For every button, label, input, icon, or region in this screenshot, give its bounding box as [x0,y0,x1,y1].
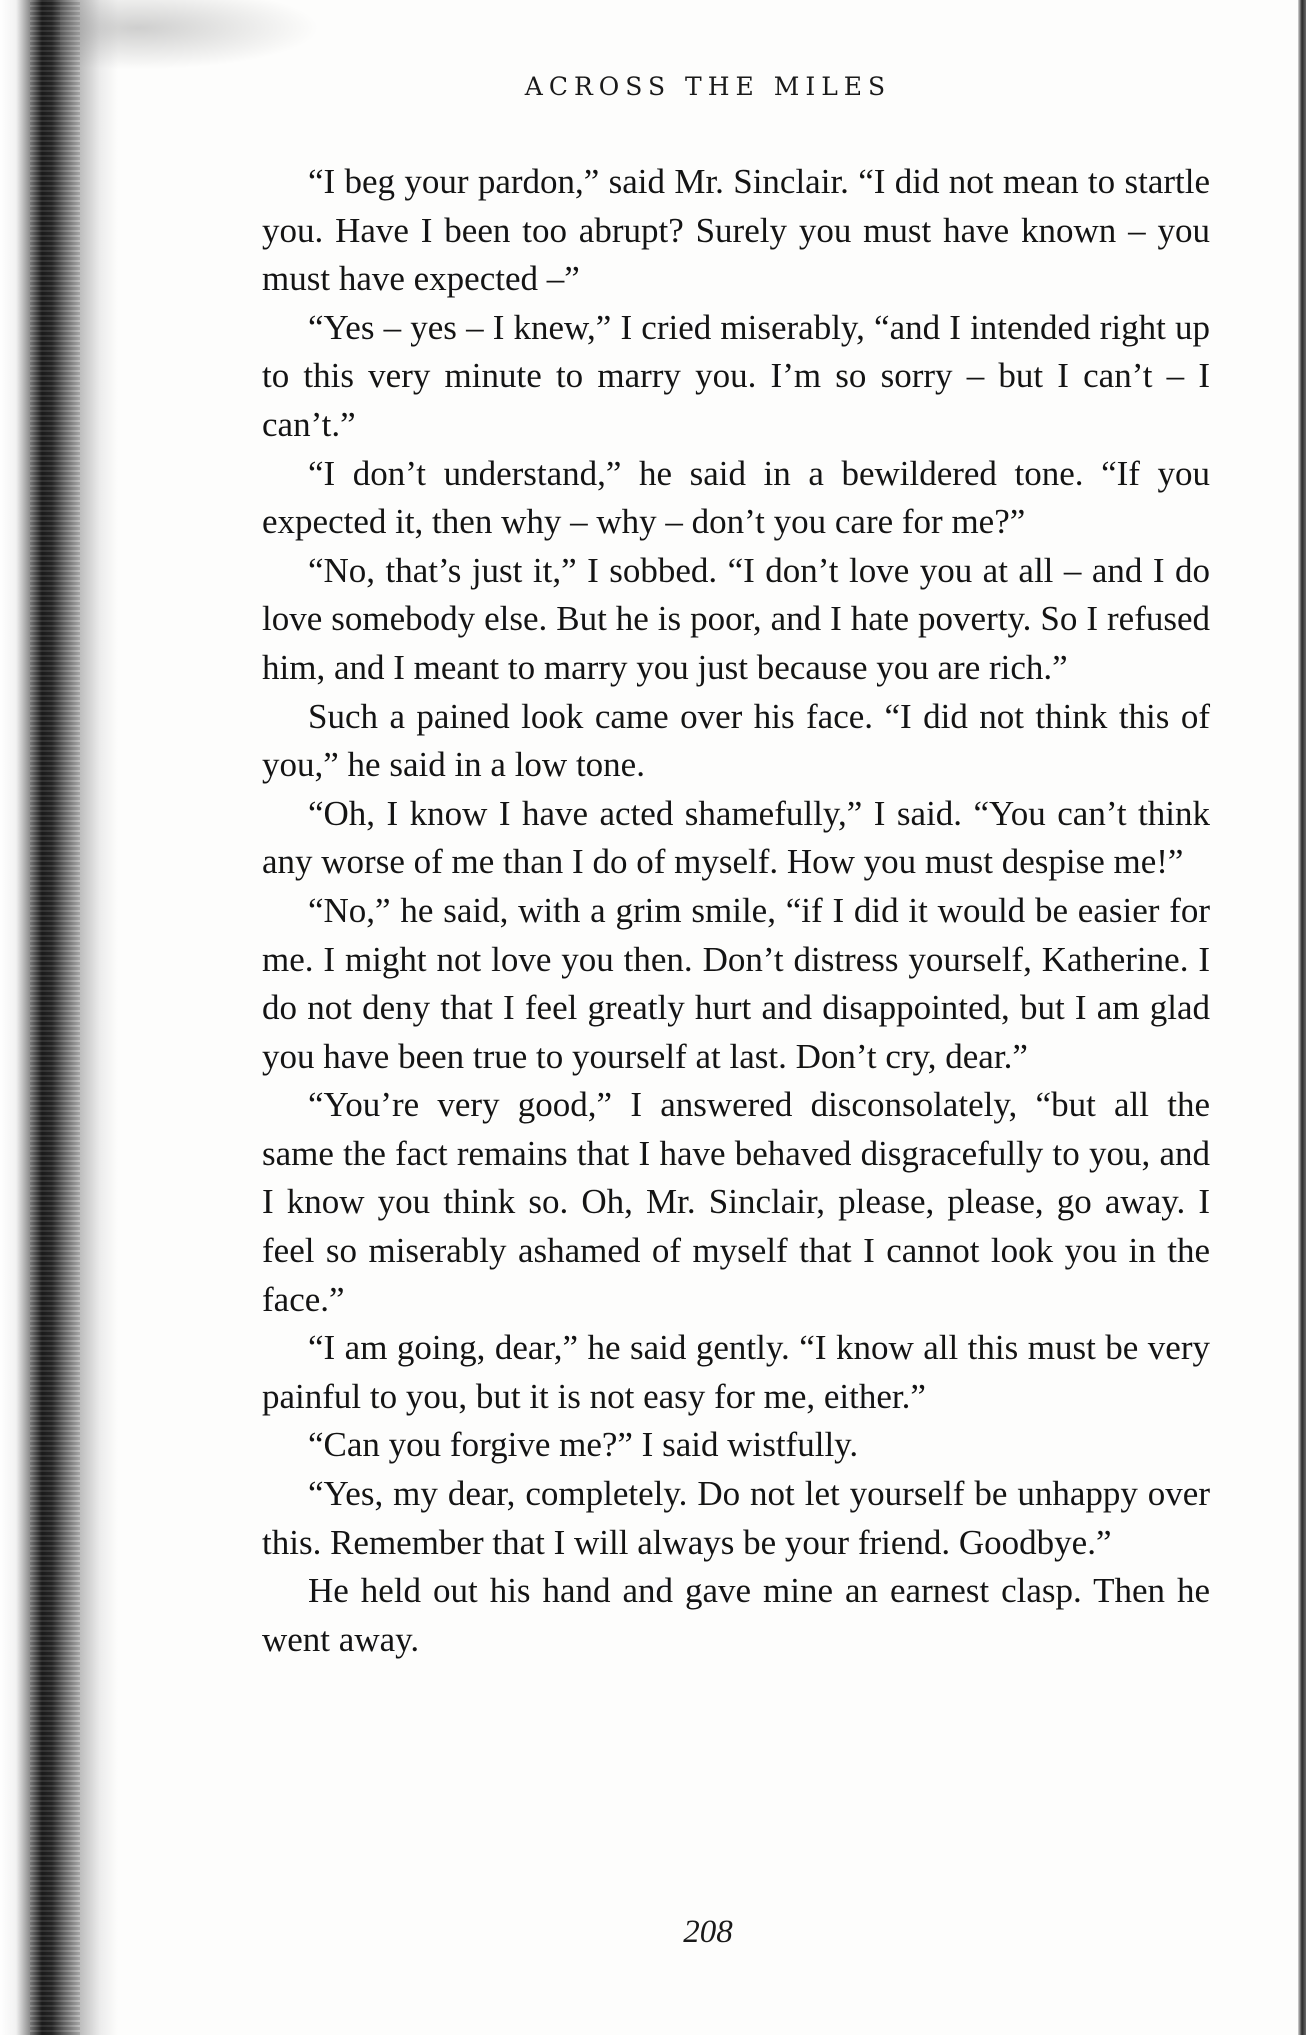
paragraph: “I beg your pardon,” said Mr. Sinclair. “I did not mean to startle you. Have I been too abrupt? Surely you must have known – you must have expected –” [262,162,1210,299]
paragraph: “You’re very good,” I answered disconsolately, “but all the same the fact remains that I have behaved disgracefully to you, and I know you think so. Oh, Mr. Sinclair, please, please, go away. I feel so miserably ashamed of myself that I cannot look you in the face.” [262,1085,1210,1319]
paragraph: “Can you forgive me?” I said wistfully. [308,1425,859,1465]
paragraph: “No, that’s just it,” I sobbed. “I don’t love you at all – and I do love somebody else. But he is poor, and I hate poverty. So I refused him, and I meant to marry you just because you are rich.” [262,550,1210,687]
paragraph: “I am going, dear,” he said gently. “I know all this must be very painful to you, but it is not easy for me, either.” [262,1328,1210,1416]
page-right-edge [1298,0,1306,2035]
paragraph: “Yes, my dear, completely. Do not let yourself be unhappy over this. Remember that I will always be your friend. Goodbye.” [262,1474,1210,1562]
paragraph: Such a pained look came over his face. “I did not think this of you,” he said in a low tone. [262,696,1210,785]
paragraph: “Yes – yes – I knew,” I cried miserably, “and I intended right up to this very minute to marry you. I’m so sorry – but I can’t – I can’t.” [262,307,1210,444]
page-number: 208 [683,1914,733,1950]
paragraph: He held out his hand and gave mine an earnest clasp. Then he went away. [262,1571,1210,1659]
body-text [262,158,1210,1664]
paragraph: “I don’t understand,” he said in a bewildered tone. “If you expected it, then why – why – don’t you care for me?” [262,453,1210,542]
paragraph: “No,” he said, with a grim smile, “if I did it would be easier for me. I might not love you then. Don’t distress yourself, Katherine. I do not deny that I feel greatly hurt and disappointed, but I am glad you have been true to yourself at last. Don’t cry, dear.” [262,890,1210,1076]
scan-smudge [60,0,320,70]
binding-scan-noise [30,0,80,2035]
paragraph: “Oh, I know I have acted shamefully,” I said. “You can’t think any worse of me than I do of myself. How you must despise me!” [262,793,1210,882]
running-head: ACROSS THE MILES [524,72,892,101]
